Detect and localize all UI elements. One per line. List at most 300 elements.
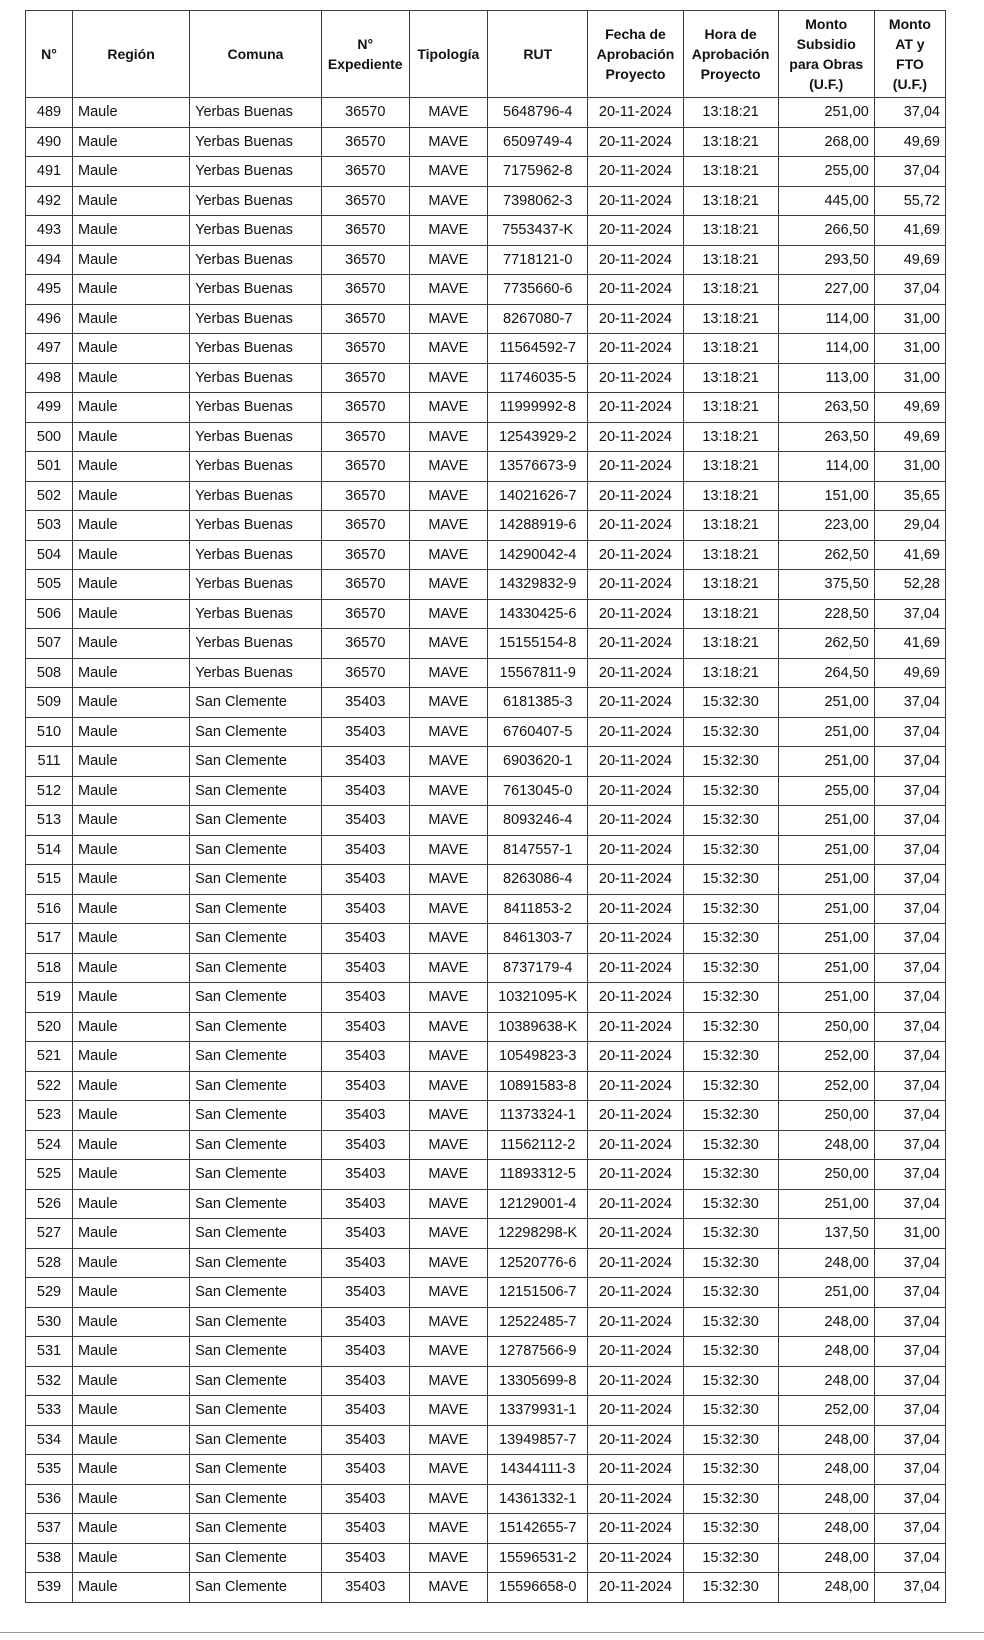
header-rut: RUT bbox=[488, 11, 588, 98]
table-row bbox=[26, 924, 946, 954]
cell-expediente: 35403 bbox=[321, 953, 409, 983]
cell-region: Maule bbox=[73, 599, 190, 629]
cell-rut: 15155154-8 bbox=[488, 629, 588, 659]
table-row bbox=[26, 127, 946, 157]
cell-monto-at-fto: 41,69 bbox=[874, 629, 945, 659]
cell-expediente: 36570 bbox=[321, 275, 409, 305]
cell-monto-at-fto: 37,04 bbox=[874, 1307, 945, 1337]
cell-fecha: 20-11-2024 bbox=[588, 511, 683, 541]
cell-monto-subsidio: 445,00 bbox=[778, 186, 874, 216]
cell-monto-at-fto: 35,65 bbox=[874, 481, 945, 511]
cell-hora: 13:18:21 bbox=[683, 658, 778, 688]
cell-hora: 15:32:30 bbox=[683, 1543, 778, 1573]
cell-monto-subsidio: 251,00 bbox=[778, 747, 874, 777]
cell-rut: 6181385-3 bbox=[488, 688, 588, 718]
cell-fecha: 20-11-2024 bbox=[588, 1130, 683, 1160]
cell-rut: 15596531-2 bbox=[488, 1543, 588, 1573]
cell-region: Maule bbox=[73, 1337, 190, 1367]
cell-fecha: 20-11-2024 bbox=[588, 924, 683, 954]
cell-monto-at-fto: 37,04 bbox=[874, 157, 945, 187]
cell-number: 507 bbox=[26, 629, 73, 659]
cell-number: 515 bbox=[26, 865, 73, 895]
cell-monto-subsidio: 248,00 bbox=[778, 1337, 874, 1367]
cell-expediente: 35403 bbox=[321, 1366, 409, 1396]
cell-fecha: 20-11-2024 bbox=[588, 1278, 683, 1308]
cell-tipologia: MAVE bbox=[409, 1484, 487, 1514]
cell-monto-subsidio: 251,00 bbox=[778, 953, 874, 983]
cell-number: 500 bbox=[26, 422, 73, 452]
cell-hora: 15:32:30 bbox=[683, 1189, 778, 1219]
table-row bbox=[26, 865, 946, 895]
cell-monto-at-fto: 37,04 bbox=[874, 924, 945, 954]
cell-tipologia: MAVE bbox=[409, 1307, 487, 1337]
cell-hora: 15:32:30 bbox=[683, 717, 778, 747]
cell-monto-subsidio: 255,00 bbox=[778, 157, 874, 187]
cell-number: 497 bbox=[26, 334, 73, 364]
cell-tipologia: MAVE bbox=[409, 540, 487, 570]
cell-fecha: 20-11-2024 bbox=[588, 1160, 683, 1190]
cell-comuna: Yerbas Buenas bbox=[190, 540, 322, 570]
cell-region: Maule bbox=[73, 1543, 190, 1573]
cell-number: 526 bbox=[26, 1189, 73, 1219]
table-row bbox=[26, 1307, 946, 1337]
cell-rut: 8263086-4 bbox=[488, 865, 588, 895]
cell-rut: 14288919-6 bbox=[488, 511, 588, 541]
cell-fecha: 20-11-2024 bbox=[588, 1366, 683, 1396]
cell-hora: 15:32:30 bbox=[683, 1160, 778, 1190]
cell-rut: 14021626-7 bbox=[488, 481, 588, 511]
cell-fecha: 20-11-2024 bbox=[588, 452, 683, 482]
cell-fecha: 20-11-2024 bbox=[588, 865, 683, 895]
cell-number: 529 bbox=[26, 1278, 73, 1308]
cell-number: 492 bbox=[26, 186, 73, 216]
cell-hora: 13:18:21 bbox=[683, 98, 778, 128]
cell-comuna: Yerbas Buenas bbox=[190, 570, 322, 600]
cell-region: Maule bbox=[73, 894, 190, 924]
cell-expediente: 35403 bbox=[321, 1101, 409, 1131]
table-row bbox=[26, 894, 946, 924]
cell-fecha: 20-11-2024 bbox=[588, 157, 683, 187]
cell-expediente: 35403 bbox=[321, 1543, 409, 1573]
cell-hora: 15:32:30 bbox=[683, 776, 778, 806]
cell-tipologia: MAVE bbox=[409, 304, 487, 334]
table-row bbox=[26, 983, 946, 1013]
cell-fecha: 20-11-2024 bbox=[588, 570, 683, 600]
cell-rut: 13576673-9 bbox=[488, 452, 588, 482]
cell-number: 493 bbox=[26, 216, 73, 246]
cell-fecha: 20-11-2024 bbox=[588, 422, 683, 452]
cell-fecha: 20-11-2024 bbox=[588, 1396, 683, 1426]
cell-rut: 12522485-7 bbox=[488, 1307, 588, 1337]
cell-monto-subsidio: 137,50 bbox=[778, 1219, 874, 1249]
cell-hora: 15:32:30 bbox=[683, 1130, 778, 1160]
cell-region: Maule bbox=[73, 540, 190, 570]
cell-hora: 15:32:30 bbox=[683, 806, 778, 836]
cell-expediente: 35403 bbox=[321, 983, 409, 1013]
header-row bbox=[26, 11, 946, 98]
cell-monto-at-fto: 37,04 bbox=[874, 1573, 945, 1603]
cell-tipologia: MAVE bbox=[409, 481, 487, 511]
cell-tipologia: MAVE bbox=[409, 717, 487, 747]
cell-hora: 15:32:30 bbox=[683, 983, 778, 1013]
header-monto-at-fto: Monto AT y FTO (U.F.) bbox=[874, 11, 945, 98]
cell-comuna: San Clemente bbox=[190, 894, 322, 924]
cell-rut: 14330425-6 bbox=[488, 599, 588, 629]
cell-number: 538 bbox=[26, 1543, 73, 1573]
cell-expediente: 35403 bbox=[321, 1248, 409, 1278]
cell-number: 519 bbox=[26, 983, 73, 1013]
cell-fecha: 20-11-2024 bbox=[588, 658, 683, 688]
table-row bbox=[26, 334, 946, 364]
cell-hora: 13:18:21 bbox=[683, 127, 778, 157]
cell-fecha: 20-11-2024 bbox=[588, 481, 683, 511]
cell-hora: 15:32:30 bbox=[683, 1219, 778, 1249]
cell-rut: 8093246-4 bbox=[488, 806, 588, 836]
cell-comuna: San Clemente bbox=[190, 1160, 322, 1190]
cell-monto-at-fto: 37,04 bbox=[874, 717, 945, 747]
cell-monto-subsidio: 263,50 bbox=[778, 393, 874, 423]
cell-monto-at-fto: 37,04 bbox=[874, 1366, 945, 1396]
cell-monto-subsidio: 263,50 bbox=[778, 422, 874, 452]
cell-expediente: 35403 bbox=[321, 894, 409, 924]
cell-hora: 13:18:21 bbox=[683, 511, 778, 541]
table-row bbox=[26, 1337, 946, 1367]
cell-monto-subsidio: 262,50 bbox=[778, 629, 874, 659]
table-row bbox=[26, 245, 946, 275]
cell-region: Maule bbox=[73, 1071, 190, 1101]
cell-number: 511 bbox=[26, 747, 73, 777]
cell-number: 528 bbox=[26, 1248, 73, 1278]
cell-monto-at-fto: 37,04 bbox=[874, 1189, 945, 1219]
cell-rut: 12543929-2 bbox=[488, 422, 588, 452]
table-row bbox=[26, 1484, 946, 1514]
cell-expediente: 35403 bbox=[321, 1130, 409, 1160]
cell-comuna: Yerbas Buenas bbox=[190, 216, 322, 246]
cell-rut: 11893312-5 bbox=[488, 1160, 588, 1190]
cell-fecha: 20-11-2024 bbox=[588, 304, 683, 334]
cell-hora: 15:32:30 bbox=[683, 1337, 778, 1367]
header-fecha-aprobacion: Fecha de Aprobación Proyecto bbox=[588, 11, 683, 98]
cell-monto-at-fto: 37,04 bbox=[874, 1248, 945, 1278]
table-row bbox=[26, 747, 946, 777]
cell-monto-subsidio: 114,00 bbox=[778, 334, 874, 364]
cell-rut: 11746035-5 bbox=[488, 363, 588, 393]
cell-comuna: San Clemente bbox=[190, 1101, 322, 1131]
table-row bbox=[26, 688, 946, 718]
cell-region: Maule bbox=[73, 1514, 190, 1544]
cell-comuna: San Clemente bbox=[190, 1455, 322, 1485]
cell-fecha: 20-11-2024 bbox=[588, 363, 683, 393]
cell-rut: 6903620-1 bbox=[488, 747, 588, 777]
header-expediente: N° Expediente bbox=[321, 11, 409, 98]
cell-tipologia: MAVE bbox=[409, 1278, 487, 1308]
cell-monto-at-fto: 41,69 bbox=[874, 216, 945, 246]
header-comuna: Comuna bbox=[190, 11, 322, 98]
cell-fecha: 20-11-2024 bbox=[588, 1189, 683, 1219]
table-row bbox=[26, 275, 946, 305]
table-row bbox=[26, 835, 946, 865]
cell-tipologia: MAVE bbox=[409, 1455, 487, 1485]
cell-region: Maule bbox=[73, 186, 190, 216]
cell-comuna: Yerbas Buenas bbox=[190, 186, 322, 216]
cell-comuna: San Clemente bbox=[190, 1484, 322, 1514]
cell-hora: 15:32:30 bbox=[683, 1248, 778, 1278]
cell-monto-at-fto: 31,00 bbox=[874, 1219, 945, 1249]
cell-region: Maule bbox=[73, 157, 190, 187]
cell-rut: 14329832-9 bbox=[488, 570, 588, 600]
cell-monto-subsidio: 255,00 bbox=[778, 776, 874, 806]
table-row bbox=[26, 481, 946, 511]
cell-expediente: 35403 bbox=[321, 1396, 409, 1426]
cell-expediente: 35403 bbox=[321, 835, 409, 865]
cell-region: Maule bbox=[73, 216, 190, 246]
cell-comuna: San Clemente bbox=[190, 1219, 322, 1249]
cell-monto-subsidio: 251,00 bbox=[778, 894, 874, 924]
cell-hora: 15:32:30 bbox=[683, 747, 778, 777]
cell-tipologia: MAVE bbox=[409, 983, 487, 1013]
cell-rut: 5648796-4 bbox=[488, 98, 588, 128]
cell-monto-subsidio: 251,00 bbox=[778, 98, 874, 128]
cell-monto-subsidio: 113,00 bbox=[778, 363, 874, 393]
cell-expediente: 35403 bbox=[321, 1012, 409, 1042]
cell-region: Maule bbox=[73, 717, 190, 747]
cell-monto-subsidio: 250,00 bbox=[778, 1101, 874, 1131]
cell-monto-at-fto: 37,04 bbox=[874, 98, 945, 128]
cell-monto-subsidio: 251,00 bbox=[778, 1189, 874, 1219]
cell-monto-at-fto: 37,04 bbox=[874, 1514, 945, 1544]
cell-hora: 13:18:21 bbox=[683, 452, 778, 482]
cell-comuna: San Clemente bbox=[190, 1071, 322, 1101]
cell-fecha: 20-11-2024 bbox=[588, 1484, 683, 1514]
cell-tipologia: MAVE bbox=[409, 98, 487, 128]
cell-tipologia: MAVE bbox=[409, 924, 487, 954]
cell-tipologia: MAVE bbox=[409, 1012, 487, 1042]
cell-hora: 13:18:21 bbox=[683, 629, 778, 659]
cell-tipologia: MAVE bbox=[409, 363, 487, 393]
cell-monto-at-fto: 37,04 bbox=[874, 1042, 945, 1072]
cell-monto-subsidio: 250,00 bbox=[778, 1160, 874, 1190]
cell-fecha: 20-11-2024 bbox=[588, 1101, 683, 1131]
cell-tipologia: MAVE bbox=[409, 894, 487, 924]
cell-expediente: 36570 bbox=[321, 629, 409, 659]
cell-comuna: San Clemente bbox=[190, 776, 322, 806]
cell-rut: 14344111-3 bbox=[488, 1455, 588, 1485]
cell-expediente: 35403 bbox=[321, 865, 409, 895]
cell-expediente: 36570 bbox=[321, 511, 409, 541]
cell-number: 513 bbox=[26, 806, 73, 836]
cell-monto-at-fto: 37,04 bbox=[874, 894, 945, 924]
cell-rut: 15142655-7 bbox=[488, 1514, 588, 1544]
cell-rut: 7175962-8 bbox=[488, 157, 588, 187]
cell-monto-at-fto: 37,04 bbox=[874, 953, 945, 983]
cell-monto-at-fto: 49,69 bbox=[874, 393, 945, 423]
cell-tipologia: MAVE bbox=[409, 1071, 487, 1101]
cell-monto-at-fto: 37,04 bbox=[874, 1130, 945, 1160]
cell-comuna: Yerbas Buenas bbox=[190, 452, 322, 482]
cell-number: 531 bbox=[26, 1337, 73, 1367]
cell-hora: 13:18:21 bbox=[683, 540, 778, 570]
cell-number: 514 bbox=[26, 835, 73, 865]
cell-monto-at-fto: 37,04 bbox=[874, 599, 945, 629]
cell-comuna: San Clemente bbox=[190, 1366, 322, 1396]
cell-number: 509 bbox=[26, 688, 73, 718]
table-row bbox=[26, 304, 946, 334]
cell-comuna: San Clemente bbox=[190, 1543, 322, 1573]
cell-comuna: San Clemente bbox=[190, 1042, 322, 1072]
cell-region: Maule bbox=[73, 1248, 190, 1278]
table-row bbox=[26, 363, 946, 393]
cell-comuna: Yerbas Buenas bbox=[190, 304, 322, 334]
cell-rut: 8411853-2 bbox=[488, 894, 588, 924]
cell-monto-subsidio: 251,00 bbox=[778, 806, 874, 836]
cell-expediente: 35403 bbox=[321, 1425, 409, 1455]
cell-tipologia: MAVE bbox=[409, 1219, 487, 1249]
cell-number: 536 bbox=[26, 1484, 73, 1514]
cell-rut: 12787566-9 bbox=[488, 1337, 588, 1367]
cell-comuna: San Clemente bbox=[190, 1573, 322, 1603]
cell-number: 506 bbox=[26, 599, 73, 629]
cell-monto-at-fto: 37,04 bbox=[874, 1012, 945, 1042]
cell-number: 521 bbox=[26, 1042, 73, 1072]
cell-tipologia: MAVE bbox=[409, 1042, 487, 1072]
cell-region: Maule bbox=[73, 1278, 190, 1308]
cell-hora: 13:18:21 bbox=[683, 422, 778, 452]
cell-monto-subsidio: 248,00 bbox=[778, 1307, 874, 1337]
cell-comuna: Yerbas Buenas bbox=[190, 481, 322, 511]
cell-number: 508 bbox=[26, 658, 73, 688]
cell-monto-at-fto: 55,72 bbox=[874, 186, 945, 216]
cell-tipologia: MAVE bbox=[409, 157, 487, 187]
cell-hora: 15:32:30 bbox=[683, 1366, 778, 1396]
cell-monto-at-fto: 37,04 bbox=[874, 1278, 945, 1308]
cell-region: Maule bbox=[73, 422, 190, 452]
cell-comuna: San Clemente bbox=[190, 1278, 322, 1308]
header-hora-aprobacion: Hora de Aprobación Proyecto bbox=[683, 11, 778, 98]
cell-monto-subsidio: 293,50 bbox=[778, 245, 874, 275]
cell-comuna: San Clemente bbox=[190, 1012, 322, 1042]
cell-monto-subsidio: 375,50 bbox=[778, 570, 874, 600]
cell-fecha: 20-11-2024 bbox=[588, 1573, 683, 1603]
cell-region: Maule bbox=[73, 865, 190, 895]
cell-tipologia: MAVE bbox=[409, 1543, 487, 1573]
cell-number: 516 bbox=[26, 894, 73, 924]
cell-monto-at-fto: 37,04 bbox=[874, 747, 945, 777]
table-row bbox=[26, 570, 946, 600]
cell-expediente: 36570 bbox=[321, 334, 409, 364]
cell-number: 498 bbox=[26, 363, 73, 393]
cell-region: Maule bbox=[73, 1573, 190, 1603]
cell-fecha: 20-11-2024 bbox=[588, 717, 683, 747]
cell-tipologia: MAVE bbox=[409, 688, 487, 718]
cell-expediente: 35403 bbox=[321, 1189, 409, 1219]
cell-fecha: 20-11-2024 bbox=[588, 983, 683, 1013]
cell-rut: 13379931-1 bbox=[488, 1396, 588, 1426]
cell-comuna: San Clemente bbox=[190, 1514, 322, 1544]
cell-comuna: San Clemente bbox=[190, 953, 322, 983]
cell-expediente: 36570 bbox=[321, 452, 409, 482]
cell-region: Maule bbox=[73, 1366, 190, 1396]
cell-tipologia: MAVE bbox=[409, 599, 487, 629]
cell-region: Maule bbox=[73, 835, 190, 865]
cell-monto-at-fto: 37,04 bbox=[874, 865, 945, 895]
cell-hora: 13:18:21 bbox=[683, 157, 778, 187]
cell-monto-at-fto: 37,04 bbox=[874, 1337, 945, 1367]
cell-fecha: 20-11-2024 bbox=[588, 1455, 683, 1485]
cell-expediente: 35403 bbox=[321, 688, 409, 718]
cell-rut: 14361332-1 bbox=[488, 1484, 588, 1514]
cell-region: Maule bbox=[73, 98, 190, 128]
cell-tipologia: MAVE bbox=[409, 216, 487, 246]
cell-rut: 11999992-8 bbox=[488, 393, 588, 423]
cell-number: 494 bbox=[26, 245, 73, 275]
cell-hora: 15:32:30 bbox=[683, 894, 778, 924]
cell-number: 523 bbox=[26, 1101, 73, 1131]
cell-fecha: 20-11-2024 bbox=[588, 1543, 683, 1573]
table-row bbox=[26, 452, 946, 482]
cell-expediente: 36570 bbox=[321, 540, 409, 570]
cell-monto-at-fto: 37,04 bbox=[874, 1425, 945, 1455]
table-row bbox=[26, 1160, 946, 1190]
cell-comuna: San Clemente bbox=[190, 1248, 322, 1278]
cell-region: Maule bbox=[73, 688, 190, 718]
cell-hora: 15:32:30 bbox=[683, 1484, 778, 1514]
cell-monto-at-fto: 49,69 bbox=[874, 422, 945, 452]
cell-region: Maule bbox=[73, 747, 190, 777]
cell-comuna: Yerbas Buenas bbox=[190, 658, 322, 688]
cell-comuna: San Clemente bbox=[190, 924, 322, 954]
cell-tipologia: MAVE bbox=[409, 865, 487, 895]
cell-tipologia: MAVE bbox=[409, 658, 487, 688]
table-row bbox=[26, 511, 946, 541]
cell-number: 491 bbox=[26, 157, 73, 187]
cell-comuna: Yerbas Buenas bbox=[190, 245, 322, 275]
cell-fecha: 20-11-2024 bbox=[588, 688, 683, 718]
cell-monto-subsidio: 248,00 bbox=[778, 1573, 874, 1603]
cell-comuna: Yerbas Buenas bbox=[190, 157, 322, 187]
table-row bbox=[26, 393, 946, 423]
cell-number: 525 bbox=[26, 1160, 73, 1190]
table-row bbox=[26, 157, 946, 187]
cell-region: Maule bbox=[73, 481, 190, 511]
cell-monto-at-fto: 37,04 bbox=[874, 1071, 945, 1101]
cell-region: Maule bbox=[73, 1189, 190, 1219]
cell-hora: 13:18:21 bbox=[683, 216, 778, 246]
cell-rut: 7718121-0 bbox=[488, 245, 588, 275]
cell-expediente: 35403 bbox=[321, 1278, 409, 1308]
cell-region: Maule bbox=[73, 1455, 190, 1485]
cell-region: Maule bbox=[73, 452, 190, 482]
cell-expediente: 36570 bbox=[321, 422, 409, 452]
cell-fecha: 20-11-2024 bbox=[588, 393, 683, 423]
cell-comuna: San Clemente bbox=[190, 983, 322, 1013]
cell-tipologia: MAVE bbox=[409, 1396, 487, 1426]
cell-comuna: San Clemente bbox=[190, 717, 322, 747]
cell-expediente: 35403 bbox=[321, 1042, 409, 1072]
cell-hora: 15:32:30 bbox=[683, 835, 778, 865]
cell-number: 524 bbox=[26, 1130, 73, 1160]
cell-monto-subsidio: 251,00 bbox=[778, 688, 874, 718]
table-row bbox=[26, 1514, 946, 1544]
header-number: N° bbox=[26, 11, 73, 98]
cell-fecha: 20-11-2024 bbox=[588, 98, 683, 128]
cell-comuna: San Clemente bbox=[190, 747, 322, 777]
cell-tipologia: MAVE bbox=[409, 629, 487, 659]
cell-region: Maule bbox=[73, 334, 190, 364]
cell-number: 532 bbox=[26, 1366, 73, 1396]
cell-fecha: 20-11-2024 bbox=[588, 1514, 683, 1544]
cell-monto-subsidio: 248,00 bbox=[778, 1484, 874, 1514]
cell-fecha: 20-11-2024 bbox=[588, 806, 683, 836]
